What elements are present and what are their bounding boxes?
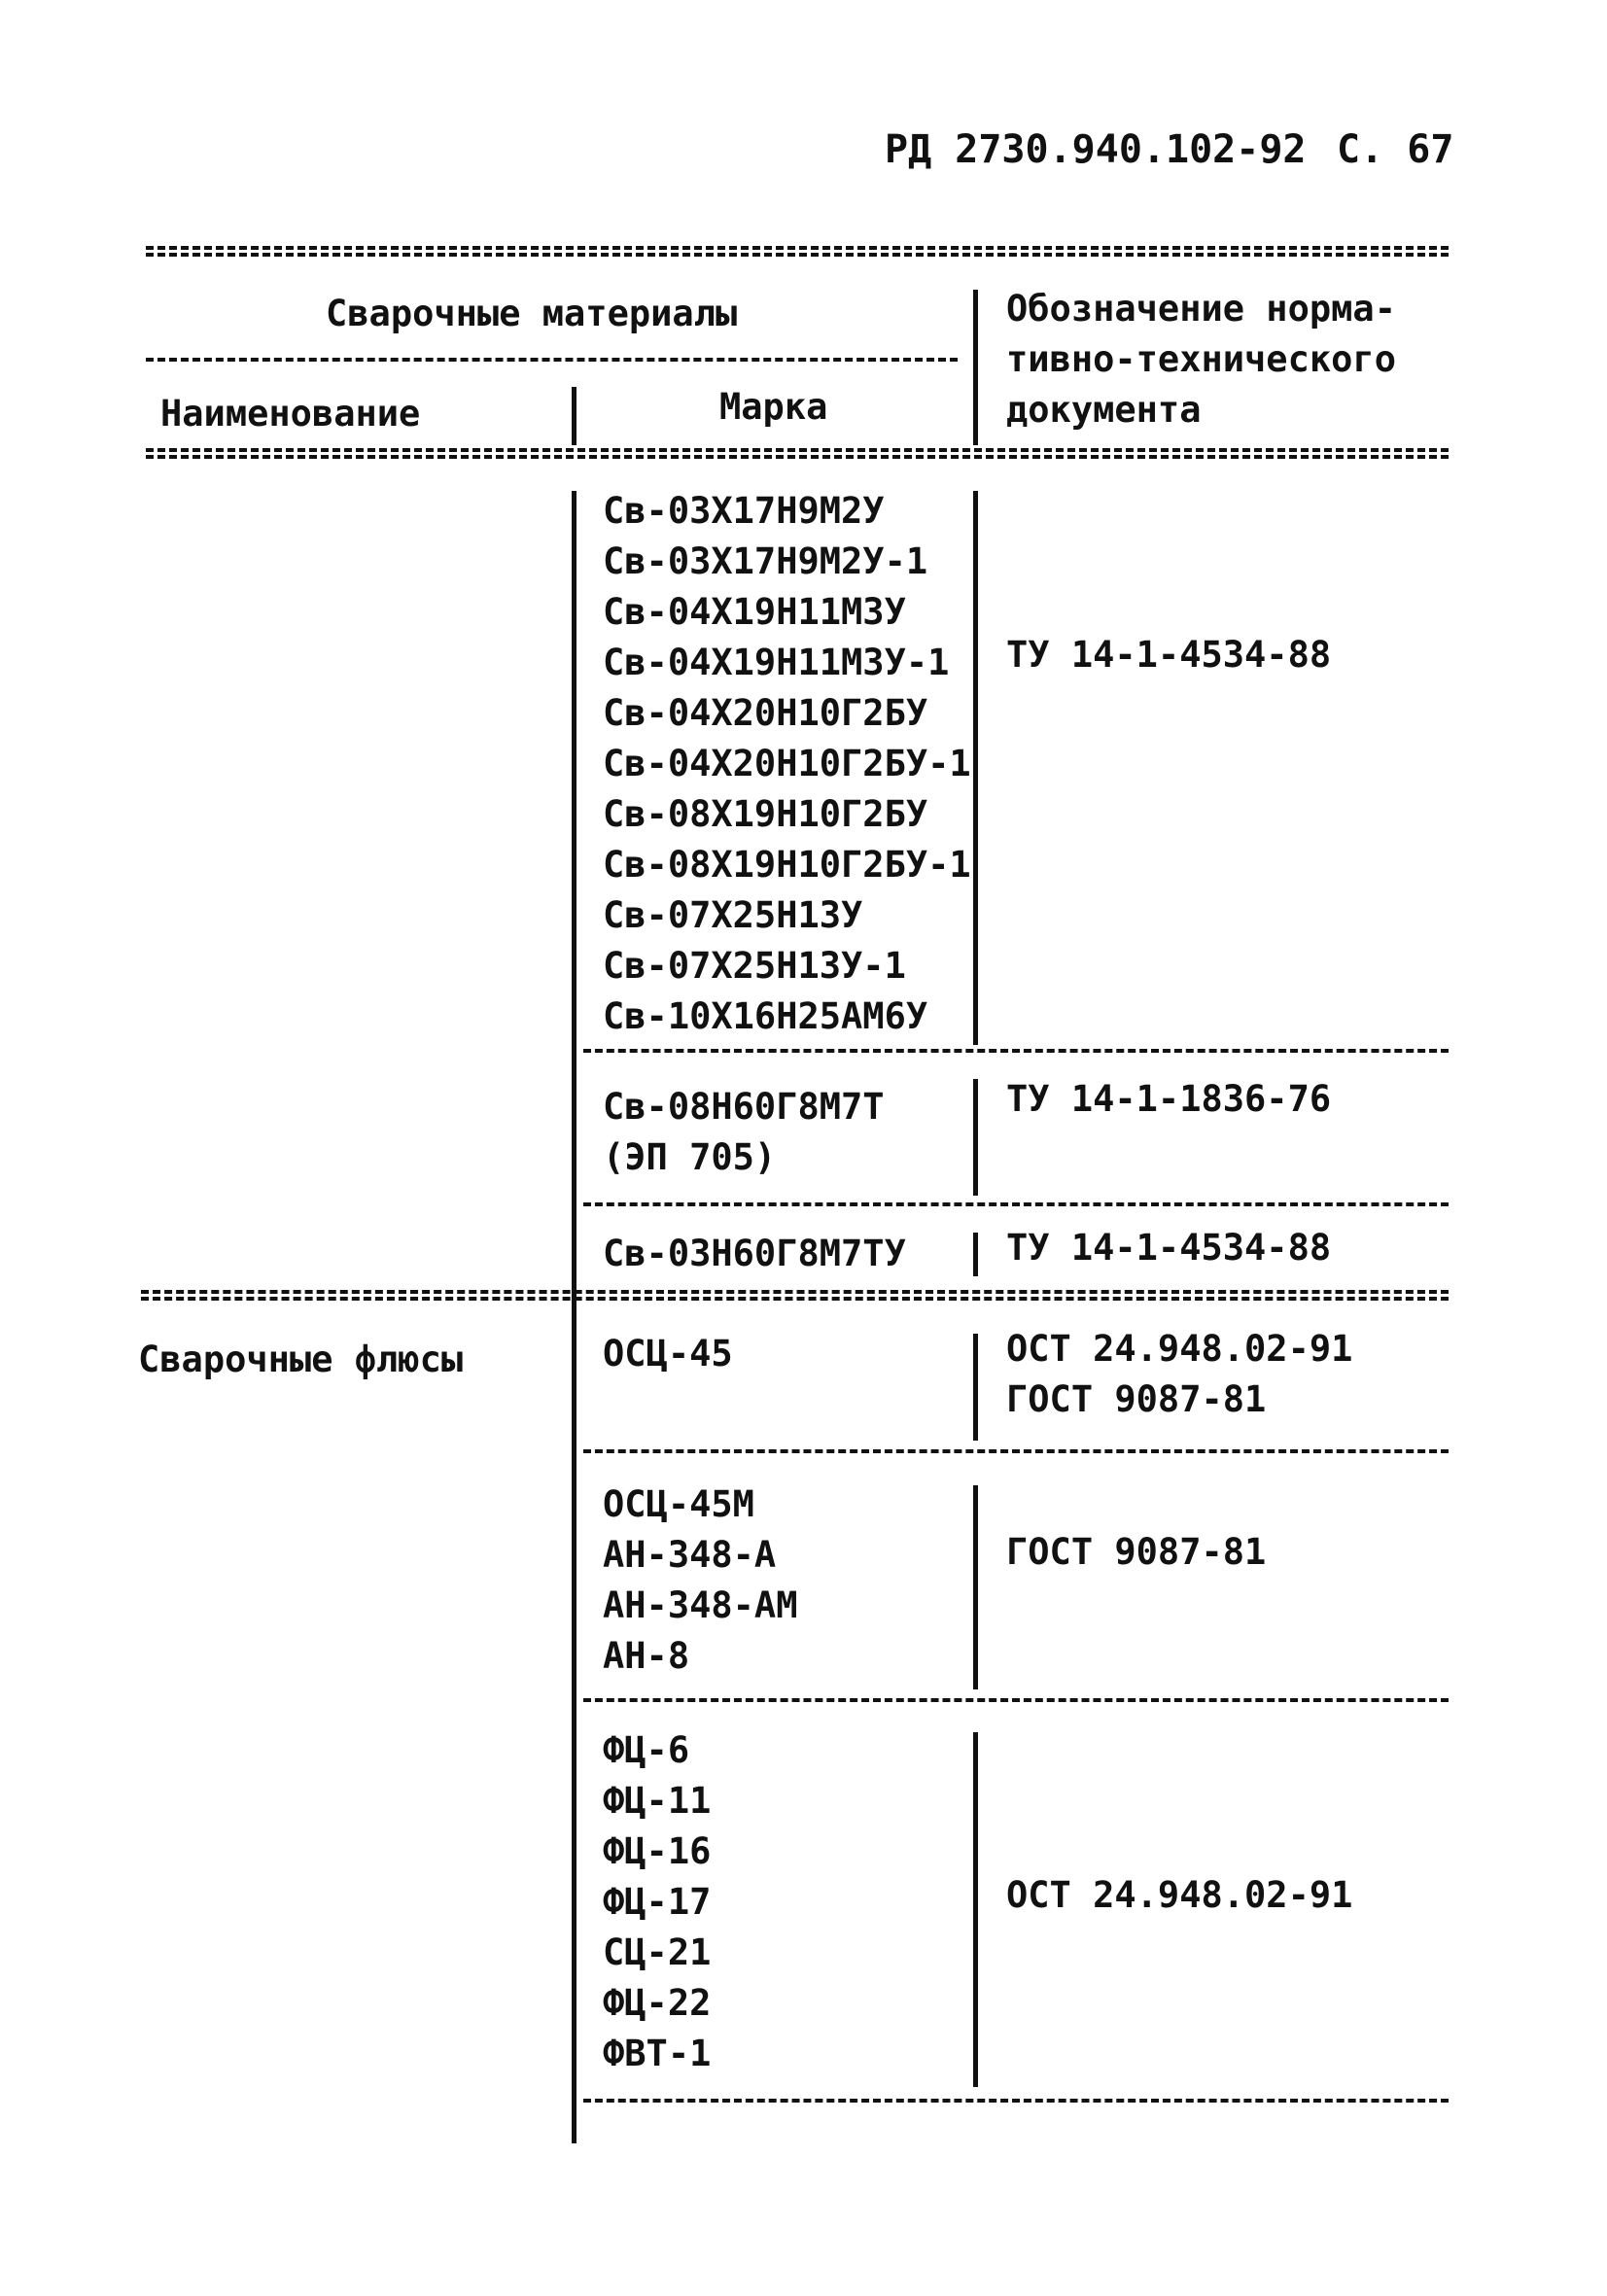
grade-item: Св-08Х19Н10Г2БУ-1 bbox=[603, 844, 971, 886]
header-col-doc-line: документа bbox=[1006, 389, 1202, 431]
row-5-divider-doc bbox=[973, 1485, 978, 1689]
row-5-bottom-rule bbox=[583, 1698, 1449, 1702]
grade-item: ФВТ-1 bbox=[603, 2033, 712, 2074]
grade-item: Св-07Х25Н13У bbox=[603, 894, 863, 936]
grade-item: Св-10Х16Н25АМ6У bbox=[603, 995, 928, 1037]
row-1-bottom-rule bbox=[583, 1049, 1449, 1053]
row-4-grade: ОСЦ-45 bbox=[603, 1333, 733, 1374]
section-separator-rule bbox=[141, 1290, 1449, 1301]
header-col-name: Наименование bbox=[160, 393, 421, 435]
row-6-divider-doc bbox=[973, 1732, 978, 2087]
row-2-divider-doc bbox=[973, 1079, 978, 1196]
header-col-doc bbox=[1006, 284, 1396, 435]
row-4-name: Сварочные флюсы bbox=[138, 1339, 464, 1380]
grade-item: ФЦ-11 bbox=[603, 1780, 712, 1822]
grade-item: СЦ-21 bbox=[603, 1931, 712, 1973]
grade-item: ФЦ-17 bbox=[603, 1881, 712, 1923]
grade-item: АН-8 bbox=[603, 1635, 690, 1677]
row-2-bottom-rule bbox=[583, 1202, 1449, 1206]
header-group-underline bbox=[146, 358, 958, 362]
row-2-doc: ТУ 14-1-1836-76 bbox=[1006, 1078, 1332, 1120]
grade-item: АН-348-АМ bbox=[603, 1584, 798, 1626]
header-col-doc-line: тивно-технического bbox=[1006, 338, 1396, 380]
grade-item: АН-348-А bbox=[603, 1534, 777, 1576]
row-6-bottom-rule bbox=[583, 2099, 1449, 2103]
header-col-grade: Марка bbox=[719, 386, 828, 428]
grade-item: Св-08Н60Г8М7Т bbox=[603, 1086, 885, 1128]
grade-item: (ЭП 705) bbox=[603, 1136, 777, 1178]
header-divider-grade bbox=[572, 387, 576, 445]
grade-item: Св-04Х19Н11М3У-1 bbox=[603, 642, 950, 683]
header-col-doc-line: Обозначение норма- bbox=[1006, 288, 1396, 330]
row-5-grades bbox=[603, 1479, 797, 1682]
row-4-bottom-rule bbox=[583, 1449, 1449, 1453]
grade-item: Св-04Х19Н11М3У bbox=[603, 591, 906, 633]
grade-item: Св-04Х20Н10Г2БУ bbox=[603, 692, 928, 734]
row-3-grade: Св-03Н60Г8М7ТУ bbox=[603, 1233, 906, 1274]
row-3-divider-doc bbox=[973, 1233, 978, 1276]
row-6-grades bbox=[603, 1725, 711, 2079]
row-1-doc: ТУ 14-1-4534-88 bbox=[1006, 634, 1332, 676]
row-4-docs bbox=[1006, 1324, 1352, 1425]
row-3-doc: ТУ 14-1-4534-88 bbox=[1006, 1227, 1332, 1269]
grade-item: ФЦ-16 bbox=[603, 1830, 712, 1872]
grade-item: Св-03Х17Н9М2У bbox=[603, 490, 885, 532]
table-top-rule bbox=[146, 246, 1449, 257]
grade-column-divider bbox=[572, 491, 576, 2143]
document-code: РД 2730.940.102-92 bbox=[885, 127, 1307, 172]
row-6-doc: ОСТ 24.948.02-91 bbox=[1006, 1874, 1353, 1916]
header-group-title: Сварочные материалы bbox=[326, 293, 738, 334]
grade-item: ФЦ-6 bbox=[603, 1729, 690, 1771]
grade-item: Св-04Х20Н10Г2БУ-1 bbox=[603, 743, 971, 784]
grade-item: Св-03Х17Н9М2У-1 bbox=[603, 540, 928, 582]
grade-item: Св-07Х25Н13У-1 bbox=[603, 945, 906, 987]
header-bottom-rule bbox=[146, 448, 1449, 459]
doc-item: ГОСТ 9087-81 bbox=[1006, 1378, 1267, 1420]
grade-item: Св-08Х19Н10Г2БУ bbox=[603, 793, 928, 835]
row-5-doc: ГОСТ 9087-81 bbox=[1006, 1531, 1267, 1573]
row-4-divider-doc bbox=[973, 1334, 978, 1441]
grade-item: ФЦ-22 bbox=[603, 1982, 712, 2024]
doc-item: ОСТ 24.948.02-91 bbox=[1006, 1328, 1353, 1370]
row-1-divider-doc bbox=[973, 491, 978, 1045]
header-divider-doc bbox=[973, 290, 978, 445]
row-1-grades bbox=[603, 486, 971, 1042]
row-2-grades bbox=[603, 1082, 885, 1183]
grade-item: ОСЦ-45М bbox=[603, 1483, 754, 1525]
page-number: С. 67 bbox=[1337, 127, 1454, 172]
